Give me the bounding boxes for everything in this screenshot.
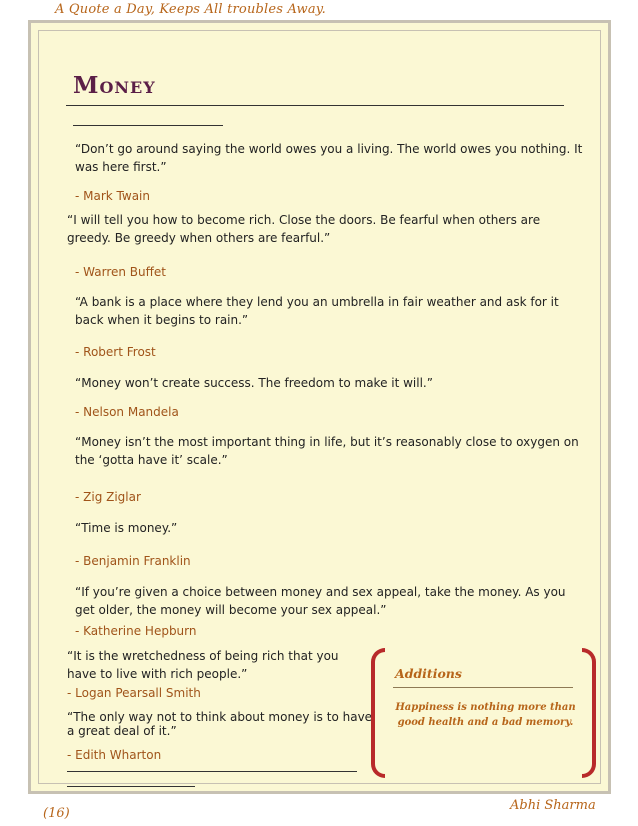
quote-text: “If you’re given a choice between money and sex appeal, take the money. As you get older, the money will become your sex appeal.” (75, 585, 566, 617)
additions-divider (393, 687, 573, 688)
quote-text: “Don’t go around saying the world owes you a living. The world owes you nothing. It was here first.” (75, 142, 583, 174)
quote-text: “I will tell you how to become rich. Close the doors. Be fearful when others are greedy. Be greedy when others are fearful.” (67, 213, 541, 245)
quote-author: - Benjamin Franklin (75, 554, 191, 568)
bottom-divider (67, 771, 357, 772)
additions-box (371, 648, 596, 780)
footer-author: Abhi Sharma (510, 798, 596, 813)
page-title: Money (73, 72, 156, 99)
quote-text: “It is the wretchedness of being rich that you have to live with rich people.” (67, 649, 339, 681)
quote-text: “Money isn’t the most important thing in life, but it’s reasonably close to oxygen on the ‘gotta have it’ scale.” (75, 435, 579, 467)
title-divider (66, 105, 564, 106)
quote-author: - Katherine Hepburn (75, 624, 197, 638)
right-bracket (582, 648, 596, 778)
title-underline-short (73, 125, 223, 126)
page-header-tagline: A Quote a Day, Keeps All troubles Away. (55, 2, 326, 17)
quote-text: “Money won’t create success. The freedom to make it will.” (75, 376, 433, 390)
quote-author: - Robert Frost (75, 345, 156, 359)
quote-text: “The only way not to think about money is to have a great deal of it.” (67, 710, 373, 738)
quote-author: - Mark Twain (75, 189, 150, 203)
quote-author: - Nelson Mandela (75, 405, 179, 419)
quote-author: - Edith Wharton (67, 748, 162, 762)
quote-text: “A bank is a place where they lend you an umbrella in fair weather and ask for it back when it begins to rain.” (75, 295, 559, 327)
quote-author: - Zig Ziglar (75, 490, 141, 504)
quote-text: “Time is money.” (75, 521, 178, 535)
left-bracket (371, 648, 385, 778)
page-number: (16) (43, 806, 70, 821)
bottom-divider-short (67, 786, 195, 787)
quote-author: - Warren Buffet (75, 265, 166, 279)
quote-author: - Logan Pearsall Smith (67, 686, 201, 700)
additions-title: Additions (395, 666, 462, 681)
additions-quote: Happiness is nothing more than good health and a bad memory. (395, 702, 576, 728)
